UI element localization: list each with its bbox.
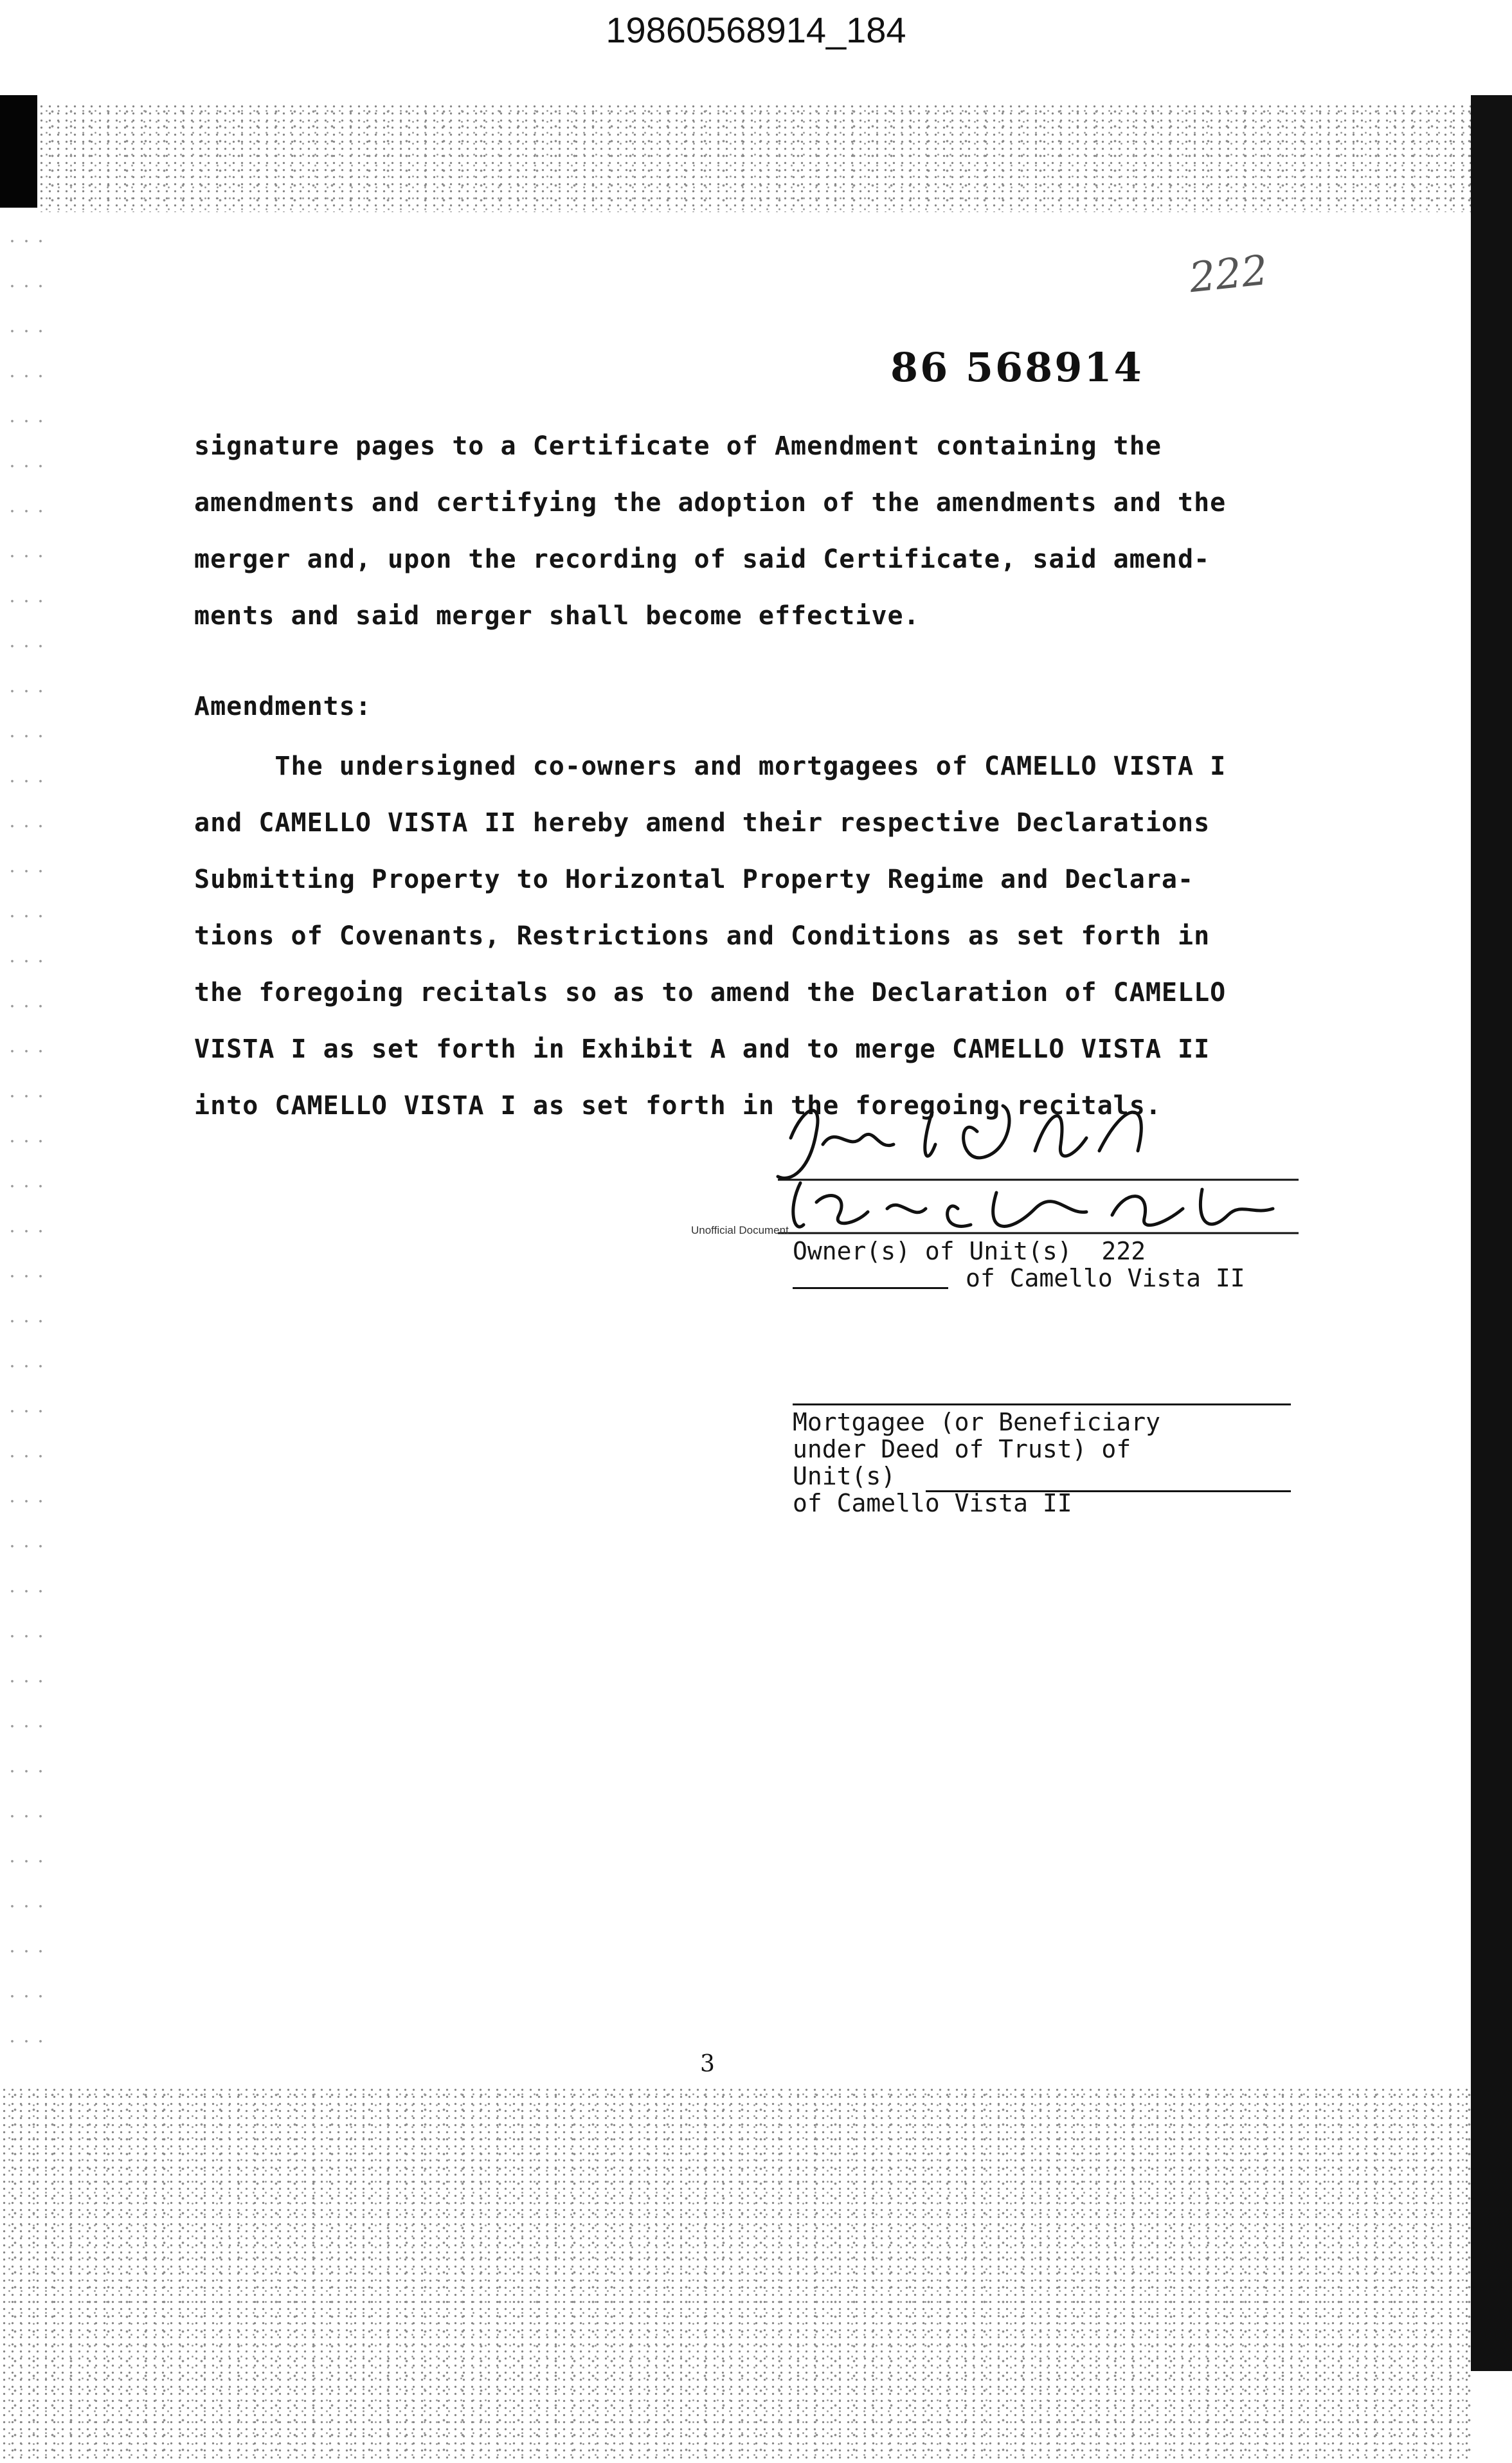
owner-signatures	[765, 1087, 1311, 1254]
signature-2	[793, 1183, 1273, 1227]
intro-line: signature pages to a Certificate of Amendment containing the	[194, 431, 1162, 461]
amendments-line: and CAMELLO VISTA II hereby amend their respective Declarations	[194, 808, 1210, 838]
recording-stamp-number: 86 568914	[890, 344, 1144, 391]
amendments-line: The undersigned co-owners and mortgagees of CAMELLO VISTA I	[194, 752, 1227, 781]
owner-blank-line	[793, 1287, 948, 1289]
amendments-line: VISTA I as set forth in Exhibit A and to merge CAMELLO VISTA II	[194, 1034, 1210, 1064]
intro-line: amendments and certifying the adoption of the amendments and the	[194, 488, 1227, 518]
owner-project-label: of Camello Vista II	[966, 1264, 1245, 1292]
mortgagee-line: Unit(s)	[793, 1462, 896, 1490]
signature-1	[778, 1106, 1141, 1178]
amendments-paragraph	[194, 738, 1226, 1134]
mortgagee-signature-line	[793, 1403, 1291, 1405]
amendments-line: Submitting Property to Horizontal Property Regime and Declara-	[194, 865, 1194, 894]
amendments-line: tions of Covenants, Restrictions and Conditions as set forth in	[194, 921, 1210, 951]
unofficial-document-watermark: Unofficial Document	[691, 1224, 789, 1236]
scan-noise-left	[5, 219, 44, 2083]
intro-line: merger and, upon the recording of said Certificate, said amend-	[194, 545, 1210, 574]
page-number: 3	[700, 2051, 715, 2077]
handwritten-unit-note: 222	[1187, 246, 1270, 303]
scan-noise-top	[37, 103, 1471, 212]
mortgagee-line: of Camello Vista II	[793, 1489, 1072, 1517]
mortgagee-line: Mortgagee (or Beneficiary	[793, 1408, 1160, 1436]
document-id: 19860568914_184	[606, 10, 906, 50]
mortgagee-line: under Deed of Trust) of	[793, 1435, 1131, 1463]
scan-noise-bottom	[0, 2086, 1471, 2463]
amendments-heading: Amendments:	[194, 692, 372, 721]
intro-paragraph	[194, 418, 1226, 644]
amendments-line: into CAMELLO VISTA I as set forth in the foregoing recitals.	[194, 1091, 1162, 1121]
owner-units-label: Owner(s) of Unit(s) 222	[793, 1237, 1146, 1265]
amendments-line: the foregoing recitals so as to amend the Declaration of CAMELLO	[194, 978, 1227, 1007]
scan-right-edge	[1471, 95, 1512, 2371]
scan-edge-mark	[0, 95, 37, 208]
intro-line: ments and said merger shall become effective.	[194, 601, 920, 631]
